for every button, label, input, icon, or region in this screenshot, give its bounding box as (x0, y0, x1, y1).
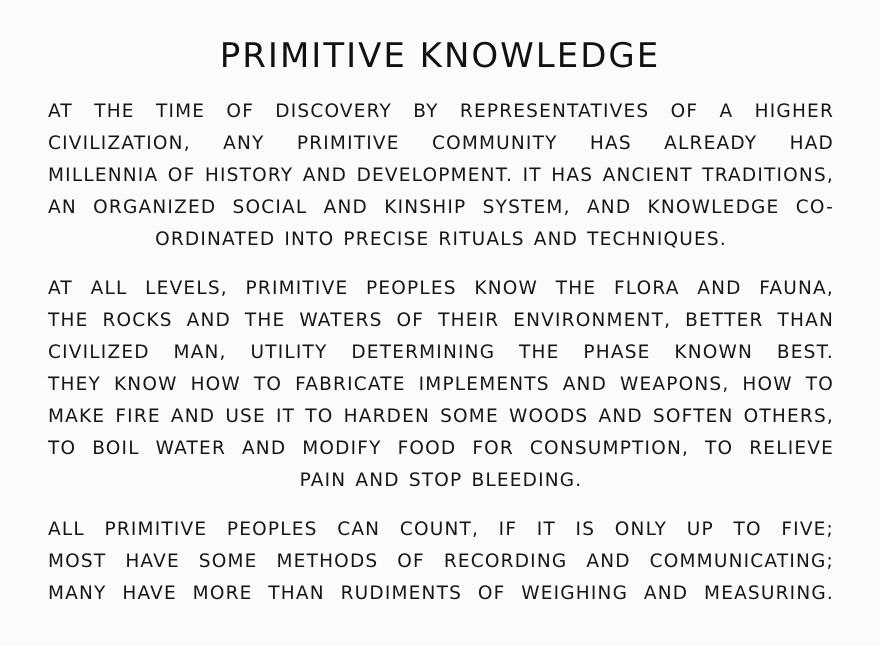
panel-title: PRIMITIVE KNOWLEDGE (219, 36, 661, 76)
paragraph-knowledge-levels (48, 273, 834, 497)
text-line: AT THE TIME OF DISCOVERY BY REPRESENTATIVES OF A HIGHER (48, 101, 834, 122)
text-line: MILLENNIA OF HISTORY AND DEVELOPMENT. IT HAS ANCIENT TRADITIONS, (48, 165, 834, 186)
text-line: THE ROCKS AND THE WATERS OF THEIR ENVIRONMENT, BETTER THAN (48, 310, 834, 331)
text-line: MAKE FIRE AND USE IT TO HARDEN SOME WOODS AND SOFTEN OTHERS, (48, 406, 834, 427)
text-line: CIVILIZATION, ANY PRIMITIVE COMMUNITY HAS ALREADY HAD (48, 133, 834, 154)
paragraph-discovery (48, 96, 834, 256)
text-line-last: ORDINATED INTO PRECISE RITUALS AND TECHNIQUES. (155, 229, 727, 250)
paragraph-counting (48, 514, 834, 610)
text-line: MOST HAVE SOME METHODS OF RECORDING AND COMMUNICATING; (48, 551, 834, 572)
text-line: THEY KNOW HOW TO FABRICATE IMPLEMENTS AND WEAPONS, HOW TO (48, 374, 834, 395)
text-line: ALL PRIMITIVE PEOPLES CAN COUNT, IF IT IS ONLY UP TO FIVE; (48, 519, 834, 540)
text-line: CIVILIZED MAN, UTILITY DETERMINING THE PHASE KNOWN BEST. (48, 342, 834, 363)
text-line: MANY HAVE MORE THAN RUDIMENTS OF WEIGHING AND MEASURING. (48, 583, 834, 604)
text-line-last: PAIN AND STOP BLEEDING. (299, 470, 583, 491)
text-line: AT ALL LEVELS, PRIMITIVE PEOPLES KNOW THE FLORA AND FAUNA, (48, 278, 834, 299)
text-line: TO BOIL WATER AND MODIFY FOOD FOR CONSUMPTION, TO RELIEVE (48, 438, 834, 459)
text-line: AN ORGANIZED SOCIAL AND KINSHIP SYSTEM, AND KNOWLEDGE CO- (48, 197, 834, 218)
